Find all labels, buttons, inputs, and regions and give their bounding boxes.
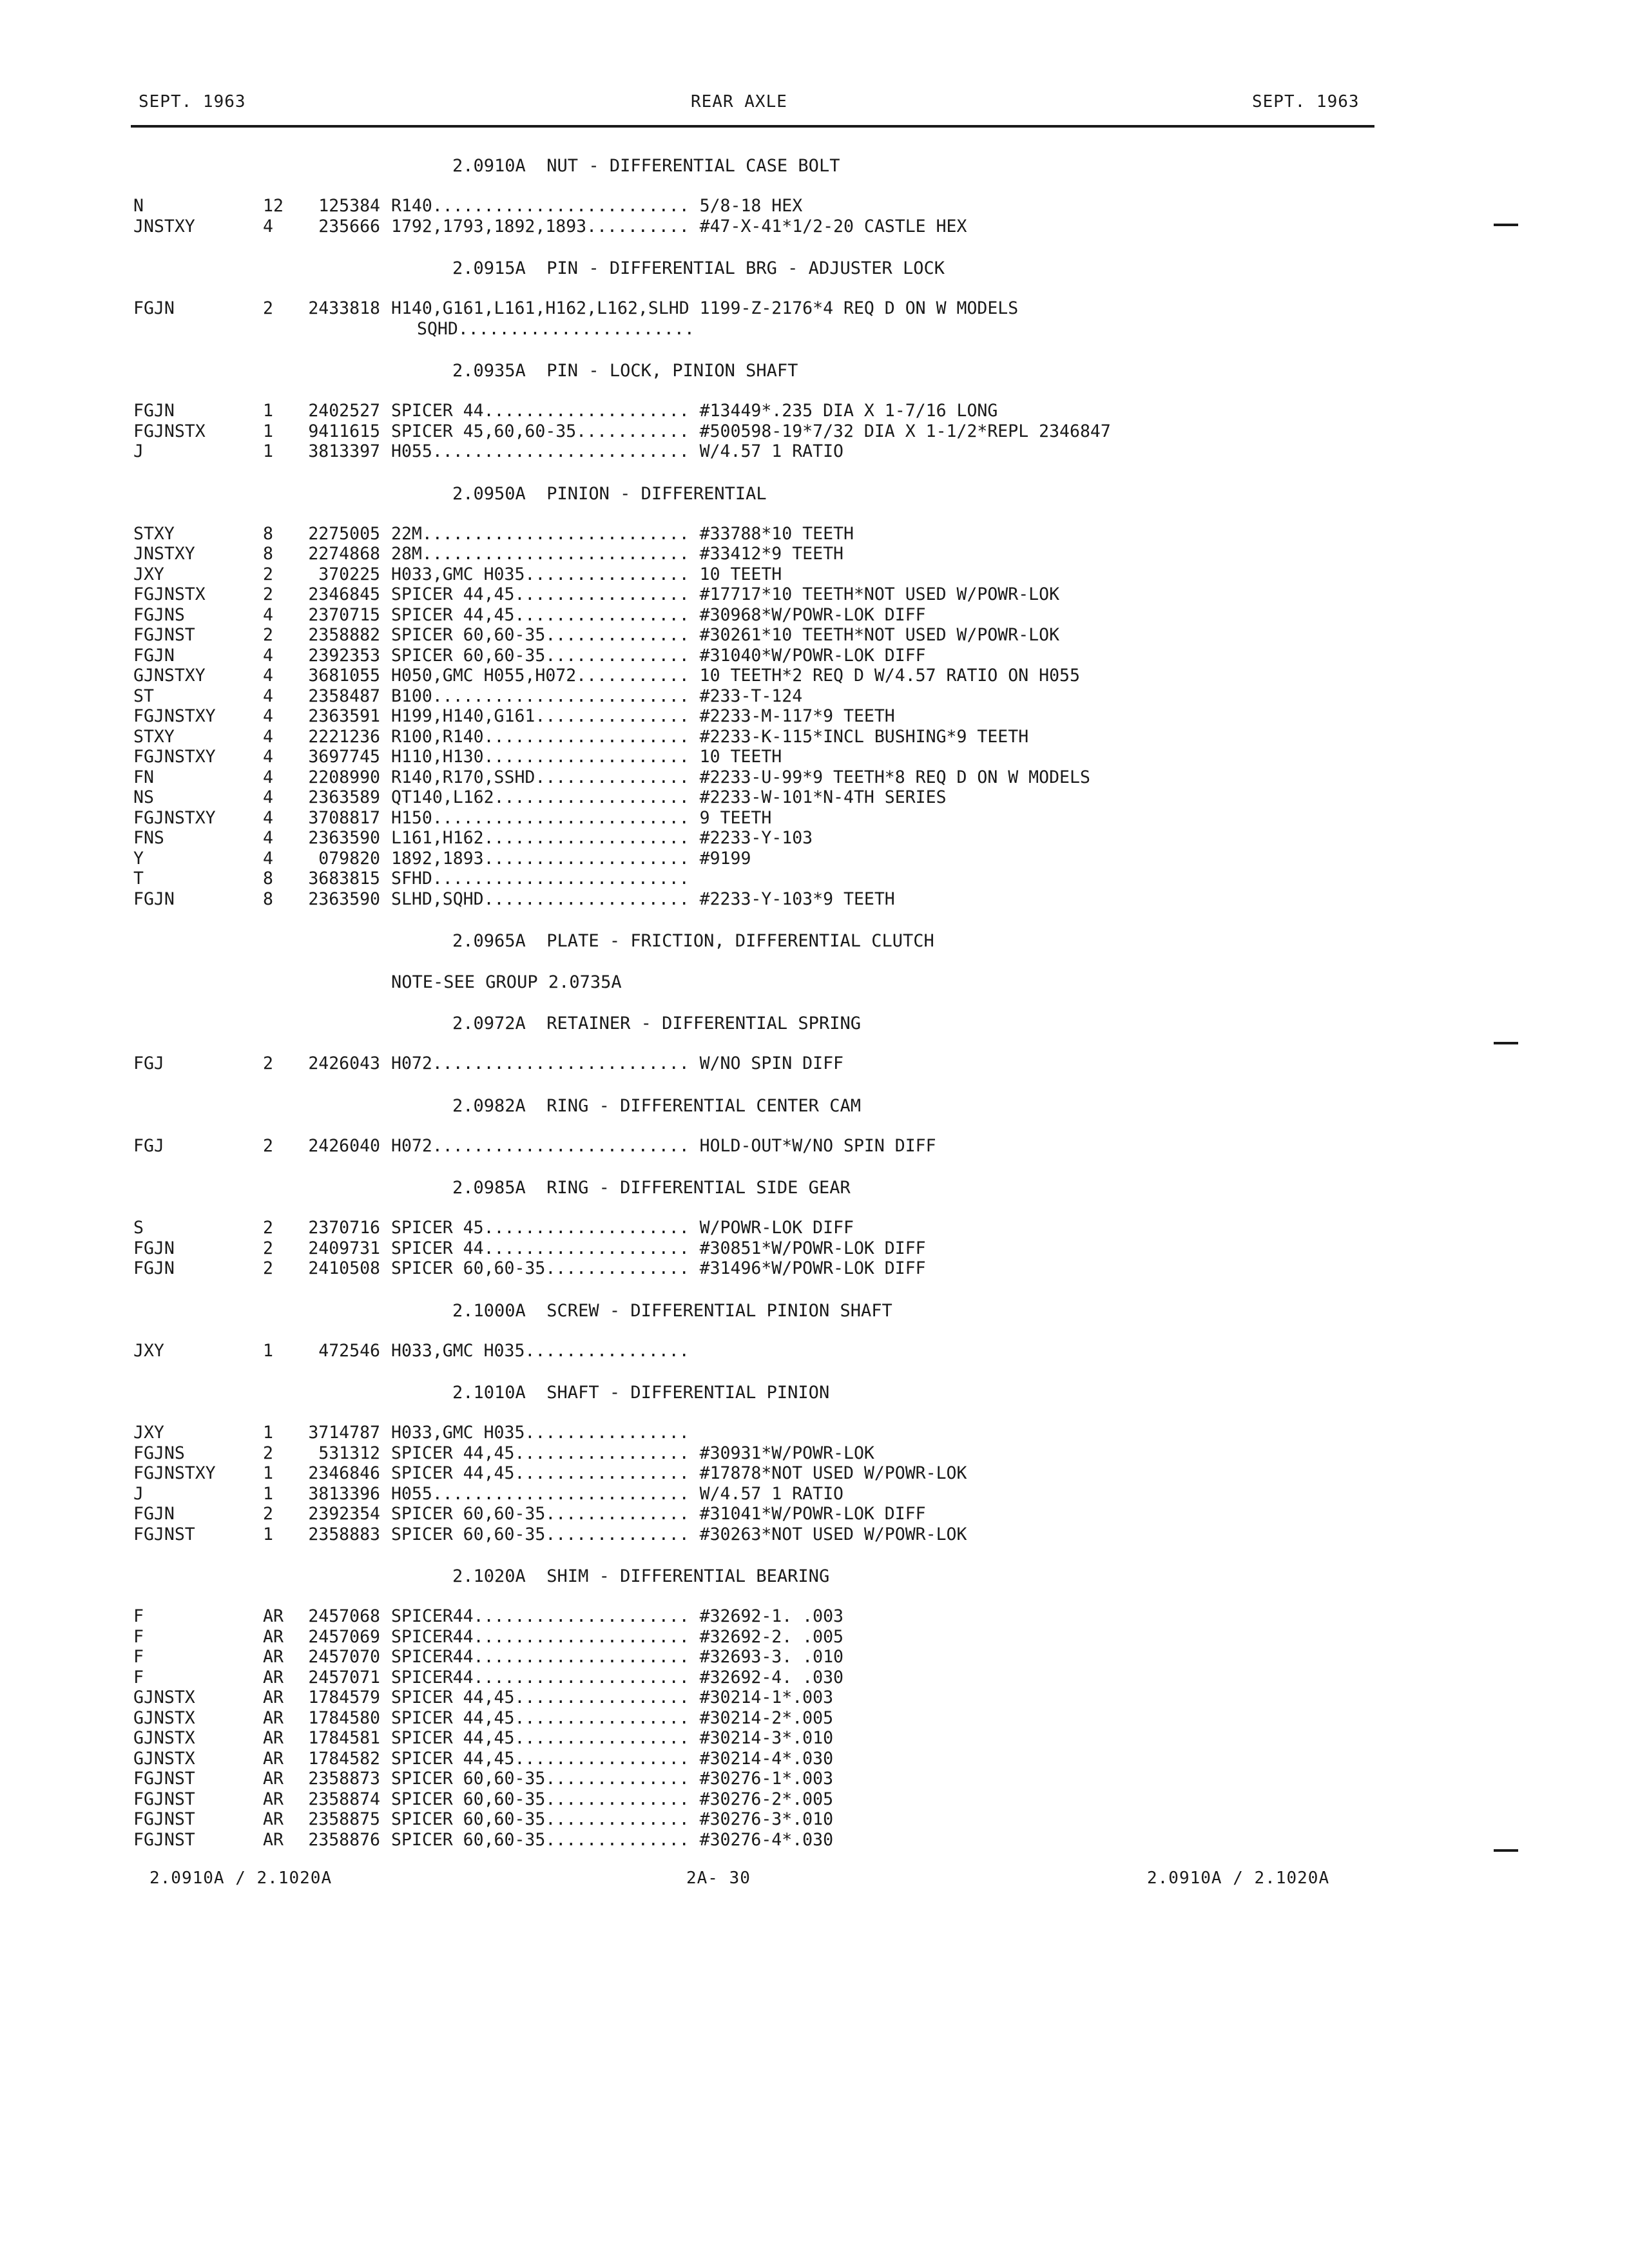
part-row <box>133 625 1422 646</box>
part-number: 2392354 <box>308 1504 380 1524</box>
part-number: 2433818 <box>308 298 380 318</box>
description: H140,G161,L161,H162,L162,SLHD 1199-Z-2176*4 REQ D ON W MODELS <box>391 298 1019 318</box>
description: SPICER 44,45................. #30214-4*.030 <box>391 1748 834 1769</box>
model-code: F <box>133 1667 144 1687</box>
model-code: FGJNST <box>133 1809 195 1829</box>
quantity: AR <box>263 1829 284 1850</box>
quantity: 2 <box>263 1135 273 1156</box>
section-gap <box>133 339 1422 360</box>
quantity: 4 <box>263 767 273 787</box>
part-row <box>133 1484 1422 1504</box>
section-title <box>133 1300 1422 1341</box>
section-title-text: 2.0972A RETAINER - DIFFERENTIAL SPRING <box>452 1014 861 1033</box>
section-gap <box>133 909 1422 930</box>
part-row <box>133 1443 1422 1464</box>
section-gap <box>133 1279 1422 1300</box>
part-number: 2346846 <box>308 1463 380 1483</box>
description: H072......................... W/NO SPIN DIFF <box>391 1053 843 1073</box>
quantity: 8 <box>263 523 273 544</box>
description: SPICER 45,60,60-35........... #500598-19*7/32 DIA X 1-1/2*REPL 2346847 <box>391 421 1111 441</box>
part-number: 3681055 <box>308 666 380 686</box>
quantity: 2 <box>263 1443 273 1463</box>
section-title <box>133 155 1422 196</box>
model-code: FGJN <box>133 1238 175 1258</box>
section-gap <box>133 1156 1422 1177</box>
model-code: FGJNST <box>133 1524 195 1544</box>
model-code: T <box>133 869 144 889</box>
model-code: FGJNST <box>133 625 195 645</box>
model-code: GJNSTX <box>133 1687 195 1707</box>
quantity: 1 <box>263 1483 273 1504</box>
description: SPICER 60,60-35.............. #30276-2*.005 <box>391 1789 834 1809</box>
part-row <box>133 421 1422 442</box>
part-row <box>133 1053 1422 1074</box>
description: R140......................... 5/8-18 HEX <box>391 196 803 216</box>
model-code: FGJ <box>133 1053 164 1073</box>
description: SPICER 60,60-35.............. #30276-1*.003 <box>391 1769 834 1789</box>
model-code: JNSTXY <box>133 216 195 236</box>
quantity: 4 <box>263 645 273 666</box>
section-gap <box>133 1544 1422 1565</box>
section-gap <box>133 236 1422 257</box>
part-row <box>133 401 1422 421</box>
description: H199,H140,G161............... #2233-M-117*9 TEETH <box>391 706 895 726</box>
part-number: 2363591 <box>308 706 380 726</box>
model-code: FGJN <box>133 889 175 909</box>
model-code: FGJNST <box>133 1829 195 1850</box>
part-number: 2275005 <box>308 523 380 544</box>
section-title-text: 2.0985A RING - DIFFERENTIAL SIDE GEAR <box>452 1178 851 1198</box>
quantity: AR <box>263 1728 284 1748</box>
quantity: AR <box>263 1647 284 1667</box>
section-gap <box>133 1361 1422 1381</box>
quantity: 4 <box>263 828 273 848</box>
description: H033,GMC H035................ <box>391 1340 689 1361</box>
description: H072......................... HOLD-OUT*W/NO SPIN DIFF <box>391 1135 936 1156</box>
quantity: AR <box>263 1606 284 1626</box>
section-title <box>133 1012 1422 1053</box>
model-code: F <box>133 1626 144 1647</box>
section-note-text: NOTE-SEE GROUP 2.0735A <box>391 972 622 992</box>
part-number: 2358882 <box>308 625 380 645</box>
part-row <box>133 1647 1422 1667</box>
quantity: 1 <box>263 1463 273 1483</box>
part-row <box>133 666 1422 686</box>
part-row <box>133 1809 1422 1830</box>
section-gap <box>133 1074 1422 1095</box>
parts-list <box>133 155 1422 1870</box>
section-note <box>133 971 1422 1012</box>
description: 28M.......................... #33412*9 TEETH <box>391 544 843 564</box>
quantity: 4 <box>263 807 273 828</box>
header-title: REAR AXLE <box>691 92 787 111</box>
description: SPICER 44,45................. #17717*10 TEETH*NOT USED W/POWR-LOK <box>391 584 1060 604</box>
part-row <box>133 1708 1422 1729</box>
quantity: 2 <box>263 1238 273 1258</box>
quantity: 4 <box>263 726 273 747</box>
quantity: 1 <box>263 421 273 441</box>
header-rule <box>131 125 1374 128</box>
part-number: 2426040 <box>308 1135 380 1156</box>
part-number: 3708817 <box>308 807 380 828</box>
section-title <box>133 1381 1422 1423</box>
part-number: 2409731 <box>308 1238 380 1258</box>
quantity: AR <box>263 1769 284 1789</box>
quantity: 2 <box>263 564 273 584</box>
model-code: J <box>133 1483 144 1504</box>
description: B100......................... #233-T-124 <box>391 686 803 706</box>
part-number: 2358874 <box>308 1789 380 1809</box>
quantity: 4 <box>263 706 273 726</box>
part-number: 2392353 <box>308 645 380 666</box>
model-code: FGJNST <box>133 1769 195 1789</box>
part-number: 2358883 <box>308 1524 380 1544</box>
part-number: 1784580 <box>308 1707 380 1728</box>
description: 1892,1893.................... #9199 <box>391 848 751 869</box>
part-row <box>133 706 1422 727</box>
model-code: JXY <box>133 1340 164 1361</box>
model-code: FN <box>133 767 154 787</box>
quantity: 4 <box>263 787 273 807</box>
description: SPICER 44.................... #13449*.235 DIA X 1-7/16 LONG <box>391 401 998 421</box>
quantity: 2 <box>263 584 273 604</box>
part-number: 3683815 <box>308 869 380 889</box>
part-row <box>133 1463 1422 1484</box>
model-code: FGJNS <box>133 604 185 625</box>
part-row <box>133 1504 1422 1524</box>
quantity: 1 <box>263 401 273 421</box>
footer-range-right: 2.0910A / 2.1020A <box>1147 1869 1330 1888</box>
description: H150......................... 9 TEETH <box>391 807 772 828</box>
model-code: J <box>133 441 144 461</box>
quantity: 2 <box>263 625 273 645</box>
header-date-right: SEPT. 1963 <box>1252 92 1360 111</box>
description: H055......................... W/4.57 1 RATIO <box>391 441 843 461</box>
description: SPICER 44.................... #30851*W/POWR-LOK DIFF <box>391 1238 926 1258</box>
part-row <box>133 686 1422 707</box>
part-number: 2457071 <box>308 1667 380 1687</box>
quantity: 2 <box>263 1053 273 1073</box>
part-row <box>133 767 1422 788</box>
model-code: FGJNSTXY <box>133 807 216 828</box>
footer-range-left: 2.0910A / 2.1020A <box>149 1869 333 1888</box>
description: 1792,1793,1892,1893.......... #47-X-41*1/2-20 CASTLE HEX <box>391 216 967 236</box>
description: QT140,L162................... #2233-W-101*N-4TH SERIES <box>391 787 947 807</box>
description: SPICER 44,45................. #30214-2*.005 <box>391 1707 834 1728</box>
model-code: STXY <box>133 523 175 544</box>
part-row <box>133 1830 1422 1850</box>
quantity: 2 <box>263 1258 273 1278</box>
description: SPICER 60,60-35.............. #31041*W/POWR-LOK DIFF <box>391 1504 926 1524</box>
quantity: AR <box>263 1687 284 1707</box>
quantity: 2 <box>263 1504 273 1524</box>
description: R140,R170,SSHD............... #2233-U-99*9 TEETH*8 REQ D ON W MODELS <box>391 767 1090 787</box>
quantity: 4 <box>263 216 273 236</box>
description: H033,GMC H035................ <box>391 1423 689 1443</box>
margin-mark <box>1494 224 1518 226</box>
part-number: 3813396 <box>308 1483 380 1504</box>
part-row <box>133 727 1422 747</box>
quantity: 4 <box>263 848 273 869</box>
model-code: FGJNSTXY <box>133 1463 216 1483</box>
model-code: FGJN <box>133 298 175 318</box>
part-row <box>133 869 1422 889</box>
description: R100,R140.................... #2233-K-115*INCL BUSHING*9 TEETH <box>391 726 1029 747</box>
description: SPICER 44,45................. #30968*W/POWR-LOK DIFF <box>391 604 926 625</box>
section-title-text: 2.1010A SHAFT - DIFFERENTIAL PINION <box>452 1383 830 1403</box>
quantity: AR <box>263 1707 284 1728</box>
model-code: GJNSTX <box>133 1728 195 1748</box>
model-code: FGJN <box>133 401 175 421</box>
quantity: 4 <box>263 747 273 767</box>
part-row <box>133 1238 1422 1259</box>
quantity: 12 <box>263 196 284 216</box>
part-row <box>133 849 1422 869</box>
part-number: 2208990 <box>308 767 380 787</box>
description: SPICER 60,60-35.............. #30263*NOT USED W/POWR-LOK <box>391 1524 967 1544</box>
part-number: 531312 <box>318 1443 380 1463</box>
quantity: 8 <box>263 544 273 564</box>
quantity: 8 <box>263 869 273 889</box>
model-code: S <box>133 1218 144 1238</box>
description: SPICER 60,60-35.............. #30276-4*.030 <box>391 1829 834 1850</box>
description: H033,GMC H035................ 10 TEETH <box>391 564 782 584</box>
margin-mark <box>1494 1849 1518 1852</box>
part-number: 2426043 <box>308 1053 380 1073</box>
model-code: FGJNST <box>133 1789 195 1809</box>
quantity: 4 <box>263 666 273 686</box>
part-number: 2346845 <box>308 584 380 604</box>
part-number: 2363590 <box>308 889 380 909</box>
description: SPICER 44,45................. #30931*W/POWR-LOK <box>391 1443 874 1463</box>
model-code: N <box>133 196 144 216</box>
part-row <box>133 564 1422 585</box>
section-title <box>133 1565 1422 1606</box>
part-number: 2358875 <box>308 1809 380 1829</box>
section-title <box>133 1095 1422 1136</box>
section-title-text: 2.0982A RING - DIFFERENTIAL CENTER CAM <box>452 1095 861 1116</box>
part-row <box>133 1687 1422 1708</box>
part-row <box>133 1749 1422 1769</box>
quantity: AR <box>263 1667 284 1687</box>
part-number: 2370715 <box>308 604 380 625</box>
description: SPICER44..................... #32692-1. .003 <box>391 1606 843 1626</box>
part-row <box>133 828 1422 849</box>
description: H110,H130.................... 10 TEETH <box>391 747 782 767</box>
part-number: 3813397 <box>308 441 380 461</box>
part-row <box>133 808 1422 829</box>
part-number: 2363590 <box>308 828 380 848</box>
model-code: JNSTXY <box>133 544 195 564</box>
model-code: F <box>133 1647 144 1667</box>
part-number: 2274868 <box>308 544 380 564</box>
section-title <box>133 483 1422 524</box>
model-code: ST <box>133 686 154 706</box>
description-continuation: SQHD....................... <box>417 318 695 339</box>
part-number: 1784582 <box>308 1748 380 1769</box>
part-number: 370225 <box>318 564 380 584</box>
model-code: FGJN <box>133 1258 175 1278</box>
model-code: NS <box>133 787 154 807</box>
model-code: FGJNSTXY <box>133 747 216 767</box>
model-code: FGJN <box>133 1504 175 1524</box>
section-title <box>133 360 1422 401</box>
description: SPICER 44,45................. #30214-1*.003 <box>391 1687 834 1707</box>
description: SPICER 60,60-35.............. #30261*10 TEETH*NOT USED W/POWR-LOK <box>391 625 1060 645</box>
model-code: FGJ <box>133 1135 164 1156</box>
description: SPICER 44,45................. #30214-3*.010 <box>391 1728 834 1748</box>
quantity: AR <box>263 1748 284 1769</box>
section-title <box>133 1177 1422 1218</box>
description: SPICER 60,60-35.............. #31040*W/POWR-LOK DIFF <box>391 645 926 666</box>
model-code: FGJNSTX <box>133 584 206 604</box>
part-number: 079820 <box>318 848 380 869</box>
description: SPICER 60,60-35.............. #31496*W/POWR-LOK DIFF <box>391 1258 926 1278</box>
description: H050,GMC H055,H072........... 10 TEETH*2 REQ D W/4.57 RATIO ON H055 <box>391 666 1080 686</box>
part-row <box>133 1423 1422 1443</box>
part-row <box>133 1258 1422 1279</box>
part-number: 235666 <box>318 216 380 236</box>
section-title-text: 2.0915A PIN - DIFFERENTIAL BRG - ADJUSTER LOCK <box>452 258 945 278</box>
part-number: 2457068 <box>308 1606 380 1626</box>
model-code: GJNSTX <box>133 1707 195 1728</box>
model-code: GJNSTXY <box>133 666 206 686</box>
model-code: Y <box>133 848 144 869</box>
model-code: FNS <box>133 828 164 848</box>
part-row <box>133 1728 1422 1749</box>
description: H055......................... W/4.57 1 RATIO <box>391 1483 843 1504</box>
part-row <box>133 1789 1422 1810</box>
quantity: 1 <box>263 441 273 461</box>
model-code: FGJNSTX <box>133 421 206 441</box>
section-title-text: 2.0935A PIN - LOCK, PINION SHAFT <box>452 361 798 381</box>
part-row-continuation <box>133 319 1422 340</box>
part-row <box>133 1136 1422 1157</box>
quantity: 2 <box>263 298 273 318</box>
model-code: F <box>133 1606 144 1626</box>
part-row <box>133 1218 1422 1238</box>
model-code: STXY <box>133 726 175 747</box>
section-title-text: 2.0910A NUT - DIFFERENTIAL CASE BOLT <box>452 156 840 176</box>
section-title <box>133 257 1422 298</box>
part-row <box>133 1769 1422 1789</box>
part-number: 1784581 <box>308 1728 380 1748</box>
description: SPICER44..................... #32692-2. .005 <box>391 1626 843 1647</box>
part-number: 2410508 <box>308 1258 380 1278</box>
page-number: 2A- 30 <box>686 1869 751 1888</box>
part-number: 3714787 <box>308 1423 380 1443</box>
part-number: 9411615 <box>308 421 380 441</box>
model-code: FGJNS <box>133 1443 185 1463</box>
section-gap <box>133 462 1422 483</box>
quantity: 1 <box>263 1340 273 1361</box>
margin-mark <box>1494 1042 1518 1044</box>
section-title-text: 2.1000A SCREW - DIFFERENTIAL PINION SHAFT <box>452 1300 892 1321</box>
part-row <box>133 1341 1422 1361</box>
model-code: JXY <box>133 1423 164 1443</box>
part-row <box>133 889 1422 910</box>
part-number: 125384 <box>318 196 380 216</box>
part-row <box>133 584 1422 605</box>
part-row <box>133 747 1422 767</box>
part-number: 2457069 <box>308 1626 380 1647</box>
description: SPICER 44,45................. #17878*NOT USED W/POWR-LOK <box>391 1463 967 1483</box>
section-title-text: 2.0965A PLATE - FRICTION, DIFFERENTIAL CLUTCH <box>452 931 934 951</box>
part-row <box>133 787 1422 808</box>
part-row <box>133 605 1422 626</box>
description: SLHD,SQHD.................... #2233-Y-103*9 TEETH <box>391 889 895 909</box>
description: SPICER 45.................... W/POWR-LOK DIFF <box>391 1218 854 1238</box>
description: SFHD......................... <box>391 869 689 889</box>
part-number: 1784579 <box>308 1687 380 1707</box>
model-code: JXY <box>133 564 164 584</box>
part-number: 2402527 <box>308 401 380 421</box>
part-number: 3697745 <box>308 747 380 767</box>
model-code: FGJNSTXY <box>133 706 216 726</box>
part-row <box>133 1524 1422 1545</box>
description: SPICER44..................... #32692-4. .030 <box>391 1667 843 1687</box>
part-row <box>133 544 1422 564</box>
part-row <box>133 196 1422 216</box>
part-row <box>133 1606 1422 1627</box>
quantity: AR <box>263 1626 284 1647</box>
section-title <box>133 930 1422 971</box>
quantity: AR <box>263 1789 284 1809</box>
part-row <box>133 216 1422 237</box>
quantity: 4 <box>263 604 273 625</box>
quantity: 2 <box>263 1218 273 1238</box>
section-title-text: 2.1020A SHIM - DIFFERENTIAL BEARING <box>452 1566 830 1586</box>
description: L161,H162.................... #2233-Y-103 <box>391 828 813 848</box>
part-number: 2358873 <box>308 1769 380 1789</box>
part-number: 2457070 <box>308 1647 380 1667</box>
part-row <box>133 646 1422 666</box>
quantity: AR <box>263 1809 284 1829</box>
part-row <box>133 524 1422 544</box>
part-row <box>133 1627 1422 1648</box>
part-number: 472546 <box>318 1340 380 1361</box>
model-code: FGJN <box>133 645 175 666</box>
part-number: 2358487 <box>308 686 380 706</box>
header-date-left: SEPT. 1963 <box>139 92 246 111</box>
model-code: GJNSTX <box>133 1748 195 1769</box>
section-gap <box>133 1850 1422 1870</box>
description: SPICER 60,60-35.............. #30276-3*.010 <box>391 1809 834 1829</box>
part-number: 2221236 <box>308 726 380 747</box>
part-row <box>133 441 1422 462</box>
description: 22M.......................... #33788*10 TEETH <box>391 523 854 544</box>
part-number: 2358876 <box>308 1829 380 1850</box>
section-title-text: 2.0950A PINION - DIFFERENTIAL <box>452 483 767 504</box>
part-row <box>133 298 1422 319</box>
quantity: 1 <box>263 1524 273 1544</box>
description: SPICER44..................... #32693-3. .010 <box>391 1647 843 1667</box>
quantity: 8 <box>263 889 273 909</box>
quantity: 4 <box>263 686 273 706</box>
part-number: 2363589 <box>308 787 380 807</box>
part-number: 2370716 <box>308 1218 380 1238</box>
quantity: 1 <box>263 1423 273 1443</box>
part-row <box>133 1667 1422 1688</box>
